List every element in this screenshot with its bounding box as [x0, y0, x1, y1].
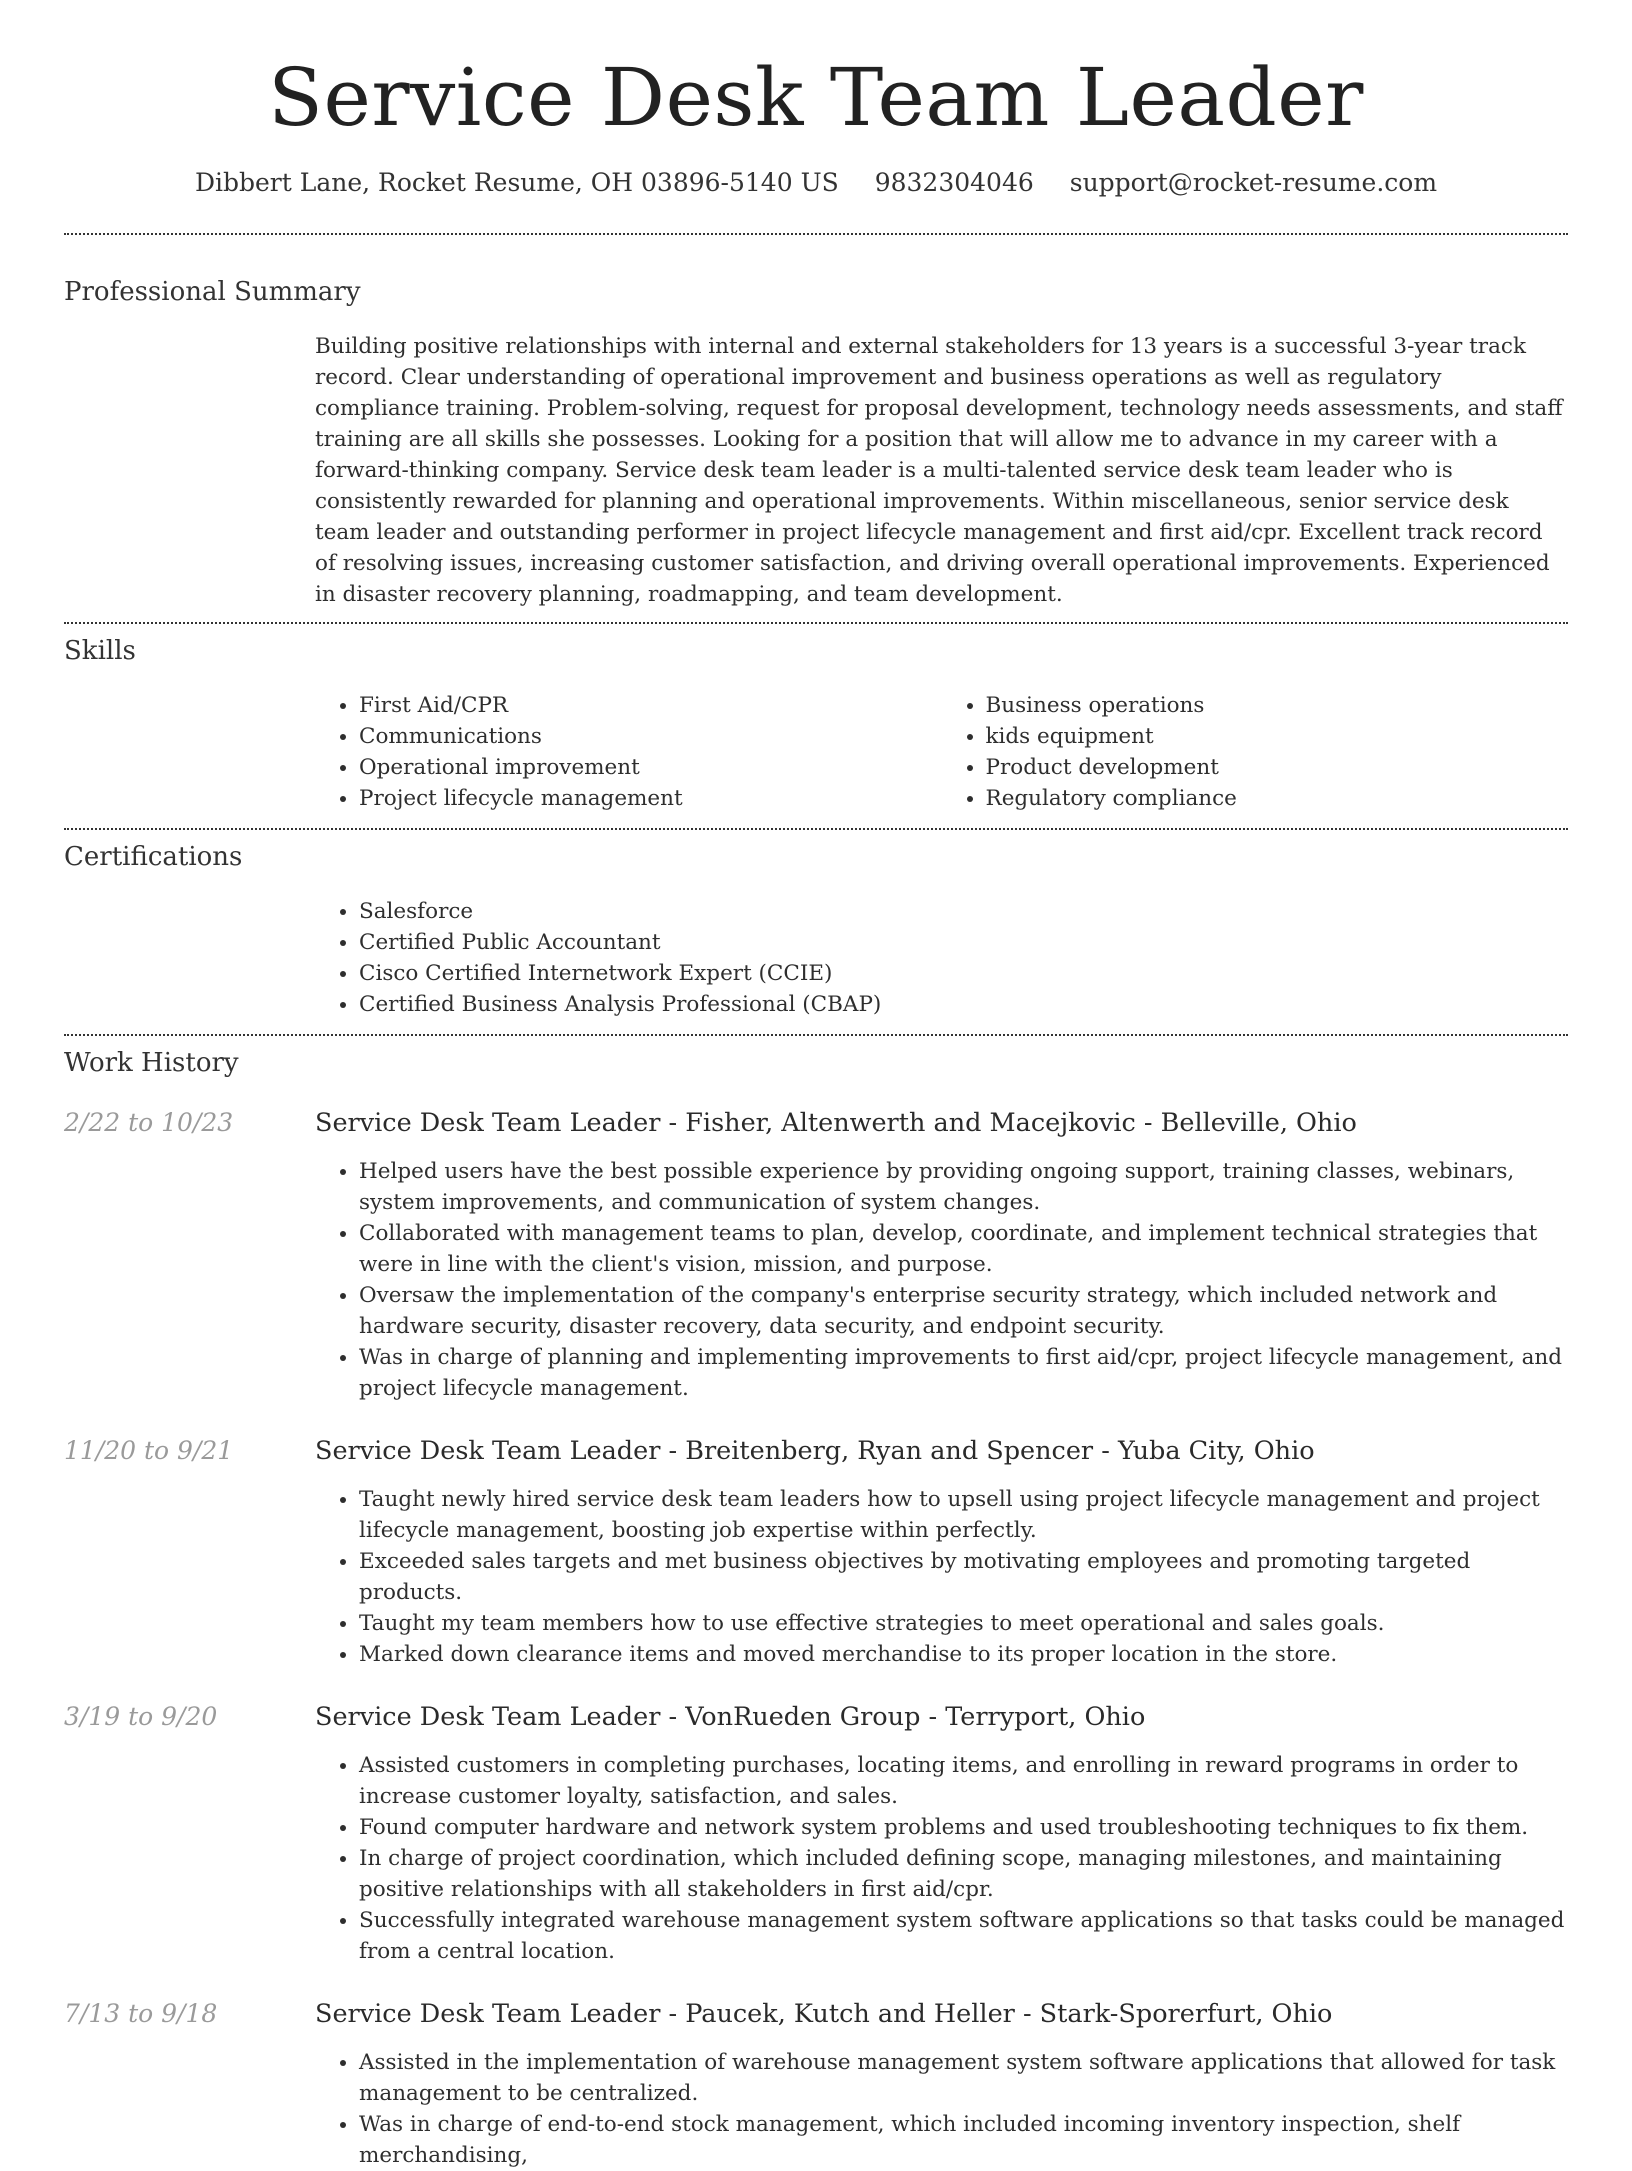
skills-section: [64, 636, 1568, 814]
skills-right-column: [942, 690, 1569, 814]
job-entry: [64, 1999, 1568, 2171]
job-date: 3/19 to 9/20: [64, 1702, 218, 1731]
resume-page: [64, 0, 1568, 2171]
skill-item: • Operational improvement: [359, 752, 942, 783]
job-title: Service Desk Team Leader - Fisher, Altenwerth and Macejkovic - Belleville, Ohio: [315, 1108, 1357, 1138]
skill-item: • Product development: [986, 752, 1569, 783]
job-duty: • Assisted customers in completing purchases, locating items, and enrolling in reward programs in order to increase customer loyalty, satisfaction, and sales.: [359, 1750, 1568, 1812]
certifications-title: Certifications: [64, 842, 243, 872]
skill-item: • Communications: [359, 721, 942, 752]
certification-item: • Certified Business Analysis Professional (CBAP): [359, 989, 1568, 1020]
skill-item: • Business operations: [986, 690, 1569, 721]
job-date: 11/20 to 9/21: [64, 1436, 234, 1465]
certifications-section: [64, 842, 1568, 1020]
summary-divider: [64, 622, 1568, 624]
contact-info: [64, 168, 1568, 197]
job-duty: • Exceeded sales targets and met business objectives by motivating employees and promoting targeted products.: [359, 1546, 1568, 1608]
job-title: Service Desk Team Leader - Breitenberg, Ryan and Spencer - Yuba City, Ohio: [315, 1436, 1315, 1466]
skills-title: Skills: [64, 636, 136, 666]
job-date: 2/22 to 10/23: [64, 1108, 234, 1137]
skill-item: • Project lifecycle management: [359, 783, 942, 814]
certifications-divider: [64, 1034, 1568, 1036]
job-duty: • Found computer hardware and network system problems and used troubleshooting techniques to fix them.: [359, 1812, 1568, 1843]
job-title: Service Desk Team Leader - Paucek, Kutch and Heller - Stark-Sporerfurt, Ohio: [315, 1999, 1333, 2029]
job-duty: • Was in charge of planning and implementing improvements to first aid/cpr, project lifecycle management, and project lifecycle management.: [359, 1342, 1568, 1404]
work-history-section: [64, 1048, 1568, 2171]
skill-item: • First Aid/CPR: [359, 690, 942, 721]
summary-section: [64, 277, 1568, 610]
job-entry: [64, 1108, 1568, 1404]
job-duties: [315, 1750, 1568, 1967]
certifications-list: [315, 896, 1568, 1020]
contact-phone: 9832304046: [874, 168, 1034, 197]
skill-item: • kids equipment: [986, 721, 1569, 752]
resume-name: Service Desk Team Leader: [268, 51, 1364, 144]
job-duty: • Marked down clearance items and moved merchandise to its proper location in the store.: [359, 1639, 1568, 1670]
contact-email: support@rocket-resume.com: [1069, 168, 1438, 197]
skill-item: • Regulatory compliance: [986, 783, 1569, 814]
job-duty: • Helped users have the best possible experience by providing ongoing support, training classes, webinars, system improvements, and communication of system changes.: [359, 1156, 1568, 1218]
job-duties: [315, 2047, 1568, 2171]
contact-address: Dibbert Lane, Rocket Resume, OH 03896-5140 US: [194, 168, 839, 197]
job-entry: [64, 1436, 1568, 1670]
job-duty: • Taught newly hired service desk team leaders how to upsell using project lifecycle management and project lifecycle management, boosting job expertise within perfectly.: [359, 1484, 1568, 1546]
job-entry: [64, 1702, 1568, 1967]
job-title: Service Desk Team Leader - VonRueden Group - Terryport, Ohio: [315, 1702, 1146, 1732]
job-duties: [315, 1484, 1568, 1670]
job-duty: • Assisted in the implementation of warehouse management system software applications that allowed for task management to be centralized.: [359, 2047, 1568, 2109]
certification-item: • Salesforce: [359, 896, 1568, 927]
job-duty: • Was in charge of end-to-end stock management, which included incoming inventory inspection, shelf merchandising,: [359, 2109, 1568, 2171]
summary-text: Building positive relationships with internal and external stakeholders for 13 years is a successful 3-year track record. Clear understanding of operational improvement and business operations as well as regulatory compliance training. Problem-solving, request for proposal development, technology needs assessments, and staff training are all skills she possesses. Looking for a position that will allow me to advance in my career with a forward-thinking company. Service desk team leader is a multi-talented service desk team leader who is consistently rewarded for planning and operational improvements. Within miscellaneous, senior service desk team leader and outstanding performer in project lifecycle management and first aid/cpr. Excellent track record of resolving issues, increasing customer satisfaction, and driving overall operational improvements. Experienced in disaster recovery planning, roadmapping, and team development.: [315, 334, 1563, 607]
job-duty: • Successfully integrated warehouse management system software applications so that tasks could be managed from a central location.: [359, 1905, 1568, 1967]
job-duty: • Collaborated with management teams to plan, develop, coordinate, and implement technical strategies that were in line with the client's vision, mission, and purpose.: [359, 1218, 1568, 1280]
job-duty: • Oversaw the implementation of the company's enterprise security strategy, which included network and hardware security, disaster recovery, data security, and endpoint security.: [359, 1280, 1568, 1342]
certification-item: • Cisco Certified Internetwork Expert (CCIE): [359, 958, 1568, 989]
work-history-title: Work History: [64, 1048, 239, 1078]
skills-list: [315, 690, 1568, 814]
job-duties: [315, 1156, 1568, 1404]
skills-left-column: [315, 690, 942, 814]
job-date: 7/13 to 9/18: [64, 1999, 218, 2028]
job-duty: • In charge of project coordination, which included defining scope, managing milestones, and maintaining positive relationships with all stakeholders in first aid/cpr.: [359, 1843, 1568, 1905]
header-divider: [64, 233, 1568, 235]
summary-title: Professional Summary: [64, 277, 361, 307]
job-duty: • Taught my team members how to use effective strategies to meet operational and sales goals.: [359, 1608, 1568, 1639]
certification-item: • Certified Public Accountant: [359, 927, 1568, 958]
skills-divider: [64, 828, 1568, 830]
